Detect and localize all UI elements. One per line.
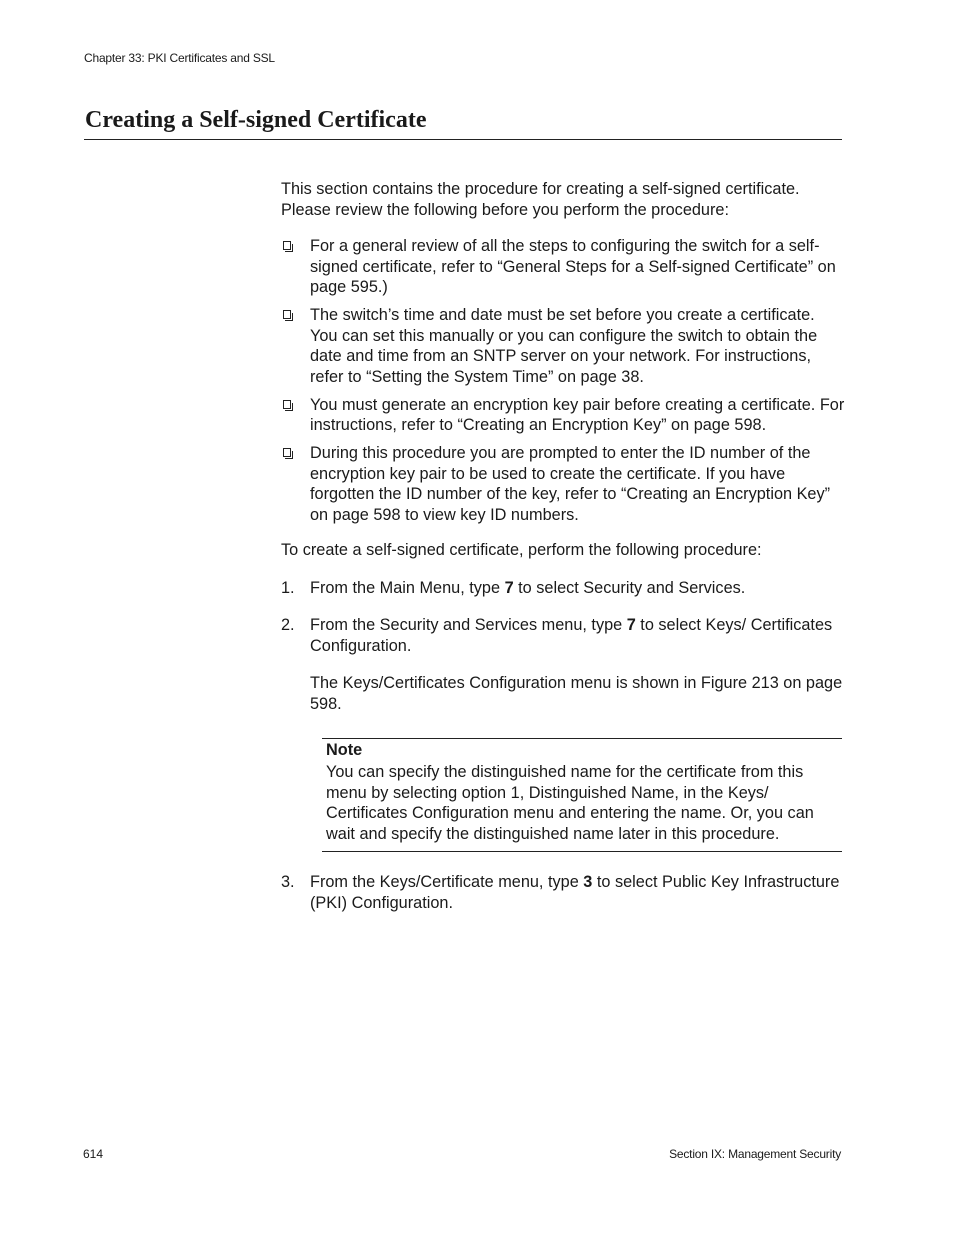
step-key: 7 <box>626 616 636 634</box>
list-item-text: The switch’s time and date must be set before you create a certificate. You can set this manually or you can configure the switch to obtain the date and time from an SNTP server on your network. For instructions, refer to “Setting the System Time” on page 38. <box>310 306 818 386</box>
list-item <box>281 443 846 525</box>
page-number: 614 <box>83 1147 104 1161</box>
step-number: 1. <box>281 579 295 597</box>
step-2 <box>281 615 846 656</box>
list-item-text: You must generate an encryption key pair before creating a certificate. For instructions, refer to “Creating an Encryption Key” on page 598. <box>310 395 845 434</box>
step-text <box>310 872 846 913</box>
step-number: 3. <box>281 873 295 891</box>
step-text-pre: From the Security and Services menu, type <box>310 616 627 634</box>
list-item <box>281 305 846 387</box>
step-text-pre: From the Main Menu, type <box>310 579 505 597</box>
running-footer: Section IX: Management Security <box>669 1147 841 1161</box>
step-key: 7 <box>504 579 514 597</box>
step-number: 2. <box>281 616 295 634</box>
step-text-post: to select Keys/ Certificates Configuration. <box>310 616 833 655</box>
list-item <box>281 236 846 298</box>
checkbox-bullet-icon <box>283 400 291 409</box>
step-text <box>310 615 846 656</box>
note-box <box>322 738 842 852</box>
intro-paragraph <box>281 179 846 220</box>
step-key: 3 <box>583 873 593 891</box>
title-rule <box>84 139 842 140</box>
prerequisite-list <box>281 236 846 533</box>
step-3 <box>281 872 846 913</box>
step-text-post: to select Security and Services. <box>513 579 746 597</box>
running-header: Chapter 33: PKI Certificates and SSL <box>84 51 275 65</box>
list-item-text: During this procedure you are prompted to enter the ID number of the encryption key pair to be used to create the certificate. If you have forgotten the ID number of the key, refer to “Creating an Encryption Key” on page 598 to view key ID numbers. <box>310 444 831 524</box>
section-title: Creating a Self-signed Certificate <box>85 107 427 133</box>
procedure-lead <box>281 540 846 561</box>
procedure-lead-text: To create a self-signed certificate, perform the following procedure: <box>281 541 762 559</box>
note-body: You can specify the distinguished name for the certificate from this menu by selecting option 1, Distinguished Name, in the Keys/ Certificates Configuration menu and entering the name. Or, you can wait and specify the distinguished name later in this procedure. <box>326 763 814 843</box>
checkbox-bullet-icon <box>283 310 291 319</box>
list-item-text: For a general review of all the steps to configuring the switch for a self-signed certificate, refer to “General Steps for a Self-signed Certificate” on page 595.) <box>310 237 836 296</box>
step-1 <box>281 578 846 599</box>
note-title: Note <box>326 741 363 759</box>
intro-text: This section contains the procedure for creating a self-signed certificate. Please review the following before you perform the procedure: <box>281 180 800 219</box>
checkbox-bullet-icon <box>283 241 291 250</box>
list-item <box>281 395 846 436</box>
step-text <box>310 578 846 599</box>
checkbox-bullet-icon <box>283 448 291 457</box>
step-text-pre: From the Keys/Certificate menu, type <box>310 873 584 891</box>
step-text-post: to select Public Key Infrastructure (PKI) Configuration. <box>310 873 840 912</box>
step-2-followup: The Keys/Certificates Configuration menu is shown in Figure 213 on page 598. <box>310 674 843 713</box>
